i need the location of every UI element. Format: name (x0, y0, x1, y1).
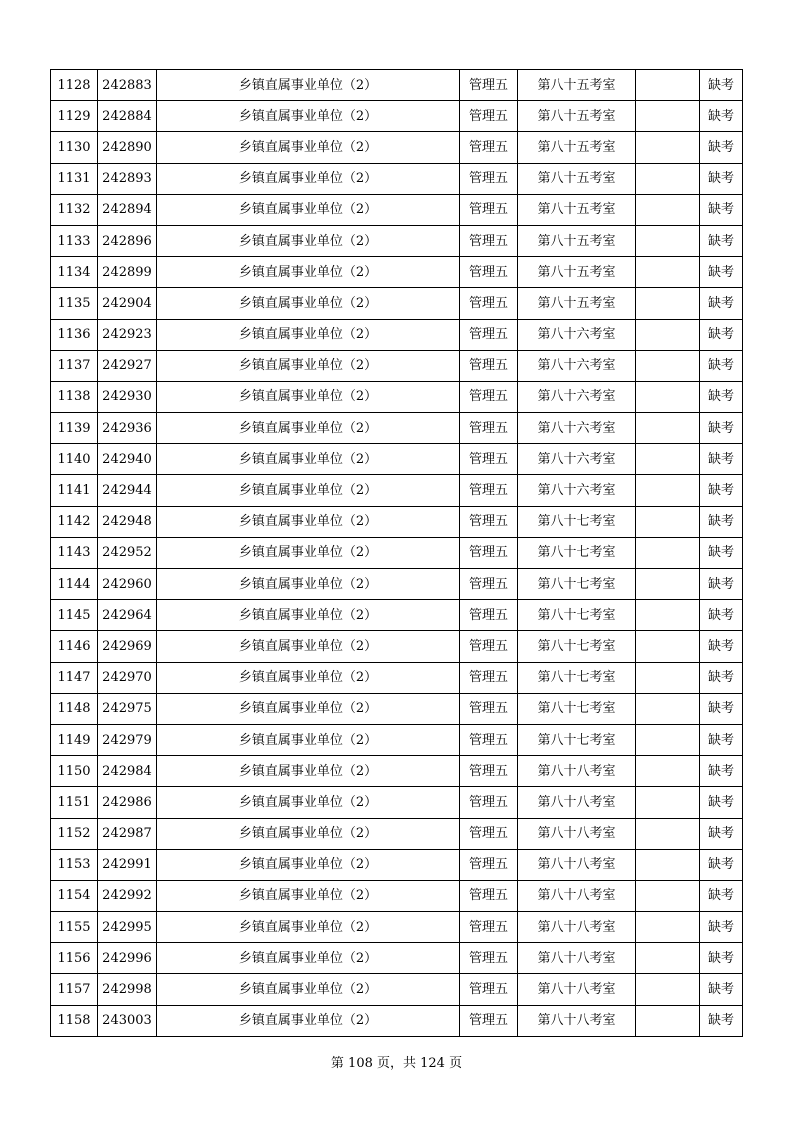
serial-number-cell: 1148 (51, 693, 98, 724)
table-row (51, 756, 743, 787)
serial-number-cell: 1140 (51, 444, 98, 475)
employer-unit-cell: 乡镇直属事业单位（2） (157, 912, 460, 943)
employer-unit-cell: 乡镇直属事业单位（2） (157, 631, 460, 662)
employer-unit-cell: 乡镇直属事业单位（2） (157, 288, 460, 319)
serial-number-cell: 1133 (51, 225, 98, 256)
score-cell (636, 319, 700, 350)
table-row (51, 163, 743, 194)
score-cell (636, 849, 700, 880)
table-body (51, 70, 743, 1037)
candidate-id-cell: 242986 (98, 787, 157, 818)
exam-room-cell: 第八十七考室 (518, 569, 636, 600)
serial-number-cell: 1149 (51, 724, 98, 755)
table-row (51, 662, 743, 693)
position-cell: 管理五 (460, 506, 518, 537)
position-cell: 管理五 (460, 350, 518, 381)
candidate-id-cell: 242952 (98, 537, 157, 568)
candidate-id-cell: 242970 (98, 662, 157, 693)
employer-unit-cell: 乡镇直属事业单位（2） (157, 132, 460, 163)
exam-room-cell: 第八十六考室 (518, 444, 636, 475)
position-cell: 管理五 (460, 101, 518, 132)
serial-number-cell: 1136 (51, 319, 98, 350)
serial-number-cell: 1142 (51, 506, 98, 537)
status-cell: 缺考 (700, 101, 743, 132)
position-cell: 管理五 (460, 163, 518, 194)
table-row (51, 194, 743, 225)
status-cell: 缺考 (700, 631, 743, 662)
serial-number-cell: 1128 (51, 70, 98, 101)
exam-room-cell: 第八十七考室 (518, 600, 636, 631)
position-cell: 管理五 (460, 381, 518, 412)
serial-number-cell: 1152 (51, 818, 98, 849)
exam-room-cell: 第八十五考室 (518, 132, 636, 163)
employer-unit-cell: 乡镇直属事业单位（2） (157, 662, 460, 693)
score-cell (636, 662, 700, 693)
exam-room-cell: 第八十五考室 (518, 101, 636, 132)
status-cell: 缺考 (700, 194, 743, 225)
candidate-id-cell: 242984 (98, 756, 157, 787)
exam-room-cell: 第八十八考室 (518, 943, 636, 974)
position-cell: 管理五 (460, 1005, 518, 1036)
score-cell (636, 600, 700, 631)
status-cell: 缺考 (700, 787, 743, 818)
employer-unit-cell: 乡镇直属事业单位（2） (157, 163, 460, 194)
exam-room-cell: 第八十七考室 (518, 537, 636, 568)
position-cell: 管理五 (460, 600, 518, 631)
position-cell: 管理五 (460, 912, 518, 943)
employer-unit-cell: 乡镇直属事业单位（2） (157, 600, 460, 631)
table-row (51, 381, 743, 412)
serial-number-cell: 1131 (51, 163, 98, 194)
exam-room-cell: 第八十八考室 (518, 880, 636, 911)
status-cell: 缺考 (700, 350, 743, 381)
candidate-id-cell: 242960 (98, 569, 157, 600)
candidate-id-cell: 242948 (98, 506, 157, 537)
exam-room-cell: 第八十七考室 (518, 506, 636, 537)
score-cell (636, 288, 700, 319)
candidate-id-cell: 242927 (98, 350, 157, 381)
candidate-id-cell: 242964 (98, 600, 157, 631)
score-cell (636, 787, 700, 818)
serial-number-cell: 1155 (51, 912, 98, 943)
candidate-id-cell: 243003 (98, 1005, 157, 1036)
candidate-id-cell: 242883 (98, 70, 157, 101)
candidate-id-cell: 242894 (98, 194, 157, 225)
serial-number-cell: 1132 (51, 194, 98, 225)
position-cell: 管理五 (460, 132, 518, 163)
exam-room-cell: 第八十五考室 (518, 163, 636, 194)
employer-unit-cell: 乡镇直属事业单位（2） (157, 849, 460, 880)
exam-room-cell: 第八十五考室 (518, 288, 636, 319)
score-cell (636, 756, 700, 787)
serial-number-cell: 1153 (51, 849, 98, 880)
status-cell: 缺考 (700, 693, 743, 724)
status-cell: 缺考 (700, 756, 743, 787)
position-cell: 管理五 (460, 194, 518, 225)
score-cell (636, 693, 700, 724)
employer-unit-cell: 乡镇直属事业单位（2） (157, 506, 460, 537)
serial-number-cell: 1151 (51, 787, 98, 818)
table-row (51, 506, 743, 537)
score-cell (636, 70, 700, 101)
candidate-id-cell: 242896 (98, 225, 157, 256)
table-row (51, 849, 743, 880)
score-cell (636, 724, 700, 755)
table-row (51, 70, 743, 101)
serial-number-cell: 1138 (51, 381, 98, 412)
score-cell (636, 225, 700, 256)
serial-number-cell: 1144 (51, 569, 98, 600)
employer-unit-cell: 乡镇直属事业单位（2） (157, 974, 460, 1005)
status-cell: 缺考 (700, 600, 743, 631)
candidate-id-cell: 242998 (98, 974, 157, 1005)
position-cell: 管理五 (460, 569, 518, 600)
table-row (51, 943, 743, 974)
score-cell (636, 506, 700, 537)
exam-room-cell: 第八十八考室 (518, 756, 636, 787)
status-cell: 缺考 (700, 381, 743, 412)
table-row (51, 537, 743, 568)
exam-room-cell: 第八十六考室 (518, 350, 636, 381)
table-row (51, 350, 743, 381)
status-cell: 缺考 (700, 257, 743, 288)
position-cell: 管理五 (460, 319, 518, 350)
status-cell: 缺考 (700, 880, 743, 911)
status-cell: 缺考 (700, 475, 743, 506)
status-cell: 缺考 (700, 569, 743, 600)
employer-unit-cell: 乡镇直属事业单位（2） (157, 319, 460, 350)
employer-unit-cell: 乡镇直属事业单位（2） (157, 413, 460, 444)
serial-number-cell: 1146 (51, 631, 98, 662)
table-row (51, 724, 743, 755)
candidate-id-cell: 242987 (98, 818, 157, 849)
table-row (51, 257, 743, 288)
exam-room-cell: 第八十六考室 (518, 319, 636, 350)
table-row (51, 1005, 743, 1036)
serial-number-cell: 1143 (51, 537, 98, 568)
table-row (51, 974, 743, 1005)
employer-unit-cell: 乡镇直属事业单位（2） (157, 101, 460, 132)
position-cell: 管理五 (460, 537, 518, 568)
table-row (51, 444, 743, 475)
table-row (51, 880, 743, 911)
table-row (51, 818, 743, 849)
table-row (51, 912, 743, 943)
score-cell (636, 163, 700, 194)
position-cell: 管理五 (460, 413, 518, 444)
position-cell: 管理五 (460, 288, 518, 319)
score-cell (636, 257, 700, 288)
candidate-id-cell: 242936 (98, 413, 157, 444)
employer-unit-cell: 乡镇直属事业单位（2） (157, 693, 460, 724)
employer-unit-cell: 乡镇直属事业单位（2） (157, 724, 460, 755)
serial-number-cell: 1135 (51, 288, 98, 319)
serial-number-cell: 1134 (51, 257, 98, 288)
score-cell (636, 1005, 700, 1036)
exam-room-cell: 第八十八考室 (518, 849, 636, 880)
score-cell (636, 475, 700, 506)
serial-number-cell: 1141 (51, 475, 98, 506)
candidate-id-cell: 242992 (98, 880, 157, 911)
exam-room-cell: 第八十八考室 (518, 974, 636, 1005)
status-cell: 缺考 (700, 1005, 743, 1036)
status-cell: 缺考 (700, 444, 743, 475)
exam-room-cell: 第八十五考室 (518, 70, 636, 101)
table-row (51, 600, 743, 631)
score-cell (636, 943, 700, 974)
position-cell: 管理五 (460, 724, 518, 755)
employer-unit-cell: 乡镇直属事业单位（2） (157, 70, 460, 101)
candidate-id-cell: 242940 (98, 444, 157, 475)
table-row (51, 413, 743, 444)
exam-room-cell: 第八十五考室 (518, 225, 636, 256)
table-row (51, 225, 743, 256)
employer-unit-cell: 乡镇直属事业单位（2） (157, 880, 460, 911)
status-cell: 缺考 (700, 724, 743, 755)
serial-number-cell: 1139 (51, 413, 98, 444)
position-cell: 管理五 (460, 943, 518, 974)
employer-unit-cell: 乡镇直属事业单位（2） (157, 225, 460, 256)
page-number-footer: 第 108 页，共 124 页 (330, 1056, 463, 1071)
position-cell: 管理五 (460, 756, 518, 787)
position-cell: 管理五 (460, 693, 518, 724)
exam-room-cell: 第八十六考室 (518, 413, 636, 444)
score-cell (636, 537, 700, 568)
candidate-id-cell: 242890 (98, 132, 157, 163)
position-cell: 管理五 (460, 444, 518, 475)
candidate-id-cell: 242969 (98, 631, 157, 662)
status-cell: 缺考 (700, 849, 743, 880)
employer-unit-cell: 乡镇直属事业单位（2） (157, 818, 460, 849)
position-cell: 管理五 (460, 475, 518, 506)
table-row (51, 475, 743, 506)
position-cell: 管理五 (460, 662, 518, 693)
score-cell (636, 132, 700, 163)
exam-room-cell: 第八十八考室 (518, 1005, 636, 1036)
candidate-id-cell: 242991 (98, 849, 157, 880)
position-cell: 管理五 (460, 880, 518, 911)
employer-unit-cell: 乡镇直属事业单位（2） (157, 1005, 460, 1036)
status-cell: 缺考 (700, 974, 743, 1005)
exam-results-table (50, 69, 743, 1037)
employer-unit-cell: 乡镇直属事业单位（2） (157, 475, 460, 506)
status-cell: 缺考 (700, 319, 743, 350)
position-cell: 管理五 (460, 818, 518, 849)
exam-room-cell: 第八十八考室 (518, 787, 636, 818)
candidate-id-cell: 242893 (98, 163, 157, 194)
score-cell (636, 880, 700, 911)
status-cell: 缺考 (700, 662, 743, 693)
score-cell (636, 194, 700, 225)
candidate-id-cell: 242899 (98, 257, 157, 288)
status-cell: 缺考 (700, 132, 743, 163)
table-row (51, 631, 743, 662)
serial-number-cell: 1147 (51, 662, 98, 693)
serial-number-cell: 1157 (51, 974, 98, 1005)
candidate-id-cell: 242944 (98, 475, 157, 506)
serial-number-cell: 1129 (51, 101, 98, 132)
position-cell: 管理五 (460, 974, 518, 1005)
candidate-id-cell: 242996 (98, 943, 157, 974)
candidate-id-cell: 242995 (98, 912, 157, 943)
serial-number-cell: 1137 (51, 350, 98, 381)
table-row (51, 319, 743, 350)
score-cell (636, 912, 700, 943)
score-cell (636, 381, 700, 412)
status-cell: 缺考 (700, 163, 743, 194)
candidate-id-cell: 242979 (98, 724, 157, 755)
exam-room-cell: 第八十八考室 (518, 912, 636, 943)
employer-unit-cell: 乡镇直属事业单位（2） (157, 444, 460, 475)
status-cell: 缺考 (700, 506, 743, 537)
employer-unit-cell: 乡镇直属事业单位（2） (157, 787, 460, 818)
employer-unit-cell: 乡镇直属事业单位（2） (157, 943, 460, 974)
score-cell (636, 413, 700, 444)
position-cell: 管理五 (460, 787, 518, 818)
employer-unit-cell: 乡镇直属事业单位（2） (157, 381, 460, 412)
exam-room-cell: 第八十五考室 (518, 257, 636, 288)
candidate-id-cell: 242884 (98, 101, 157, 132)
table-row (51, 288, 743, 319)
serial-number-cell: 1150 (51, 756, 98, 787)
table-row (51, 132, 743, 163)
serial-number-cell: 1158 (51, 1005, 98, 1036)
employer-unit-cell: 乡镇直属事业单位（2） (157, 194, 460, 225)
status-cell: 缺考 (700, 943, 743, 974)
exam-room-cell: 第八十五考室 (518, 194, 636, 225)
serial-number-cell: 1154 (51, 880, 98, 911)
employer-unit-cell: 乡镇直属事业单位（2） (157, 537, 460, 568)
position-cell: 管理五 (460, 257, 518, 288)
status-cell: 缺考 (700, 818, 743, 849)
position-cell: 管理五 (460, 849, 518, 880)
exam-room-cell: 第八十七考室 (518, 662, 636, 693)
exam-room-cell: 第八十七考室 (518, 693, 636, 724)
exam-room-cell: 第八十七考室 (518, 631, 636, 662)
candidate-id-cell: 242904 (98, 288, 157, 319)
exam-room-cell: 第八十七考室 (518, 724, 636, 755)
serial-number-cell: 1156 (51, 943, 98, 974)
exam-room-cell: 第八十八考室 (518, 818, 636, 849)
employer-unit-cell: 乡镇直属事业单位（2） (157, 756, 460, 787)
score-cell (636, 350, 700, 381)
exam-room-cell: 第八十六考室 (518, 475, 636, 506)
table-row (51, 569, 743, 600)
score-cell (636, 569, 700, 600)
status-cell: 缺考 (700, 537, 743, 568)
table-row (51, 693, 743, 724)
position-cell: 管理五 (460, 631, 518, 662)
status-cell: 缺考 (700, 225, 743, 256)
candidate-id-cell: 242930 (98, 381, 157, 412)
status-cell: 缺考 (700, 70, 743, 101)
position-cell: 管理五 (460, 225, 518, 256)
score-cell (636, 444, 700, 475)
score-cell (636, 974, 700, 1005)
table-row (51, 787, 743, 818)
serial-number-cell: 1130 (51, 132, 98, 163)
position-cell: 管理五 (460, 70, 518, 101)
table-row (51, 101, 743, 132)
serial-number-cell: 1145 (51, 600, 98, 631)
status-cell: 缺考 (700, 413, 743, 444)
score-cell (636, 101, 700, 132)
candidate-id-cell: 242975 (98, 693, 157, 724)
employer-unit-cell: 乡镇直属事业单位（2） (157, 350, 460, 381)
candidate-id-cell: 242923 (98, 319, 157, 350)
status-cell: 缺考 (700, 912, 743, 943)
exam-room-cell: 第八十六考室 (518, 381, 636, 412)
status-cell: 缺考 (700, 288, 743, 319)
employer-unit-cell: 乡镇直属事业单位（2） (157, 569, 460, 600)
score-cell (636, 818, 700, 849)
employer-unit-cell: 乡镇直属事业单位（2） (157, 257, 460, 288)
score-cell (636, 631, 700, 662)
